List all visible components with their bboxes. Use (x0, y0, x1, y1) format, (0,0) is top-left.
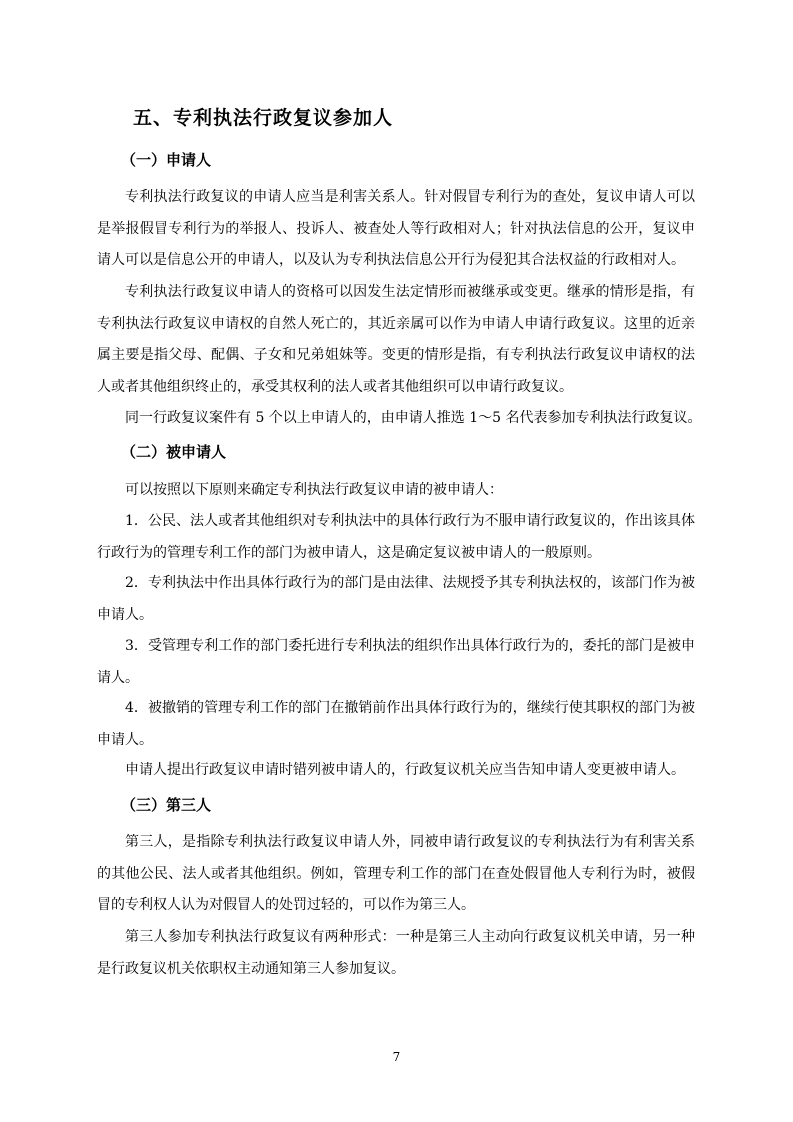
paragraph: 专利执法行政复议的申请人应当是利害关系人。针对假冒专利行为的查处，复议申请人可以是举报假冒专利行为的举报人、投诉人、被查处人等行政相对人；针对执法信息的公开，复议申请人可以是信息公开的申请人，以及认为专利执法信息公开行为侵犯其合法权益的行政相对人。 (97, 189, 695, 268)
paragraph: 2．专利执法中作出具体行政行为的部门是由法律、法规授予其专利执法权的，该部门作为被申请人。 (97, 575, 695, 623)
section-title: 五、专利执法行政复议参加人 (133, 107, 394, 129)
paragraph: 第三人参加专利执法行政复议有两种形式：一种是第三人主动向行政复议机关申请，另一种是行政复议机关依职权主动通知第三人参加复议。 (97, 929, 695, 977)
paragraph: 3．受管理专利工作的部门委托进行专利执法的组织作出具体行政行为的，委托的部门是被申请人。 (97, 638, 695, 686)
paragraph: 可以按照以下原则来确定专利执法行政复议申请的被申请人： (125, 482, 503, 498)
paragraph: 专利执法行政复议申请人的资格可以因发生法定情形而被继承或变更。继承的情形是指，有专利执法行政复议申请权的自然人死亡的，其近亲属可以作为申请人申请行政复议。这里的近亲属主要是指父母、配偶、子女和兄弟姐妹等。变更的情形是指，有专利执法行政复议申请权的法人或者其他组织终止的，承受其权利的法人或者其他组织可以申请行政复议。 (97, 284, 695, 395)
paragraph: 同一行政复议案件有 5 个以上申请人的，由申请人推选 1～5 名代表参加专利执法行政复议。 (125, 410, 702, 426)
paragraph: 申请人提出行政复议申请时错列被申请人的，行政复议机关应当告知申请人变更被申请人。 (125, 762, 685, 778)
paragraph: 第三人，是指除专利执法行政复议申请人外，同被申请行政复议的专利执法行为有利害关系的其他公民、法人或者其他组织。例如，管理专利工作的部门在查处假冒他人专利行为时，被假冒的专利权人认为对假冒人的处罚过轻的，可以作为第三人。 (97, 834, 695, 913)
paragraph: 1．公民、法人或者其他组织对专利执法中的具体行政行为不服申请行政复议的，作出该具体行政行为的管理专利工作的部门为被申请人，这是确定复议被申请人的一般原则。 (97, 513, 695, 561)
paragraph: 4．被撤销的管理专利工作的部门在撤销前作出具体行政行为的，继续行使其职权的部门为被申请人。 (97, 700, 695, 748)
subsection-heading-respondent: （二）被申请人 (121, 443, 227, 461)
subsection-heading-applicant: （一）申请人 (121, 151, 212, 169)
page-number: 7 (392, 1050, 401, 1064)
subsection-heading-third-party: （三）第三人 (121, 796, 212, 814)
